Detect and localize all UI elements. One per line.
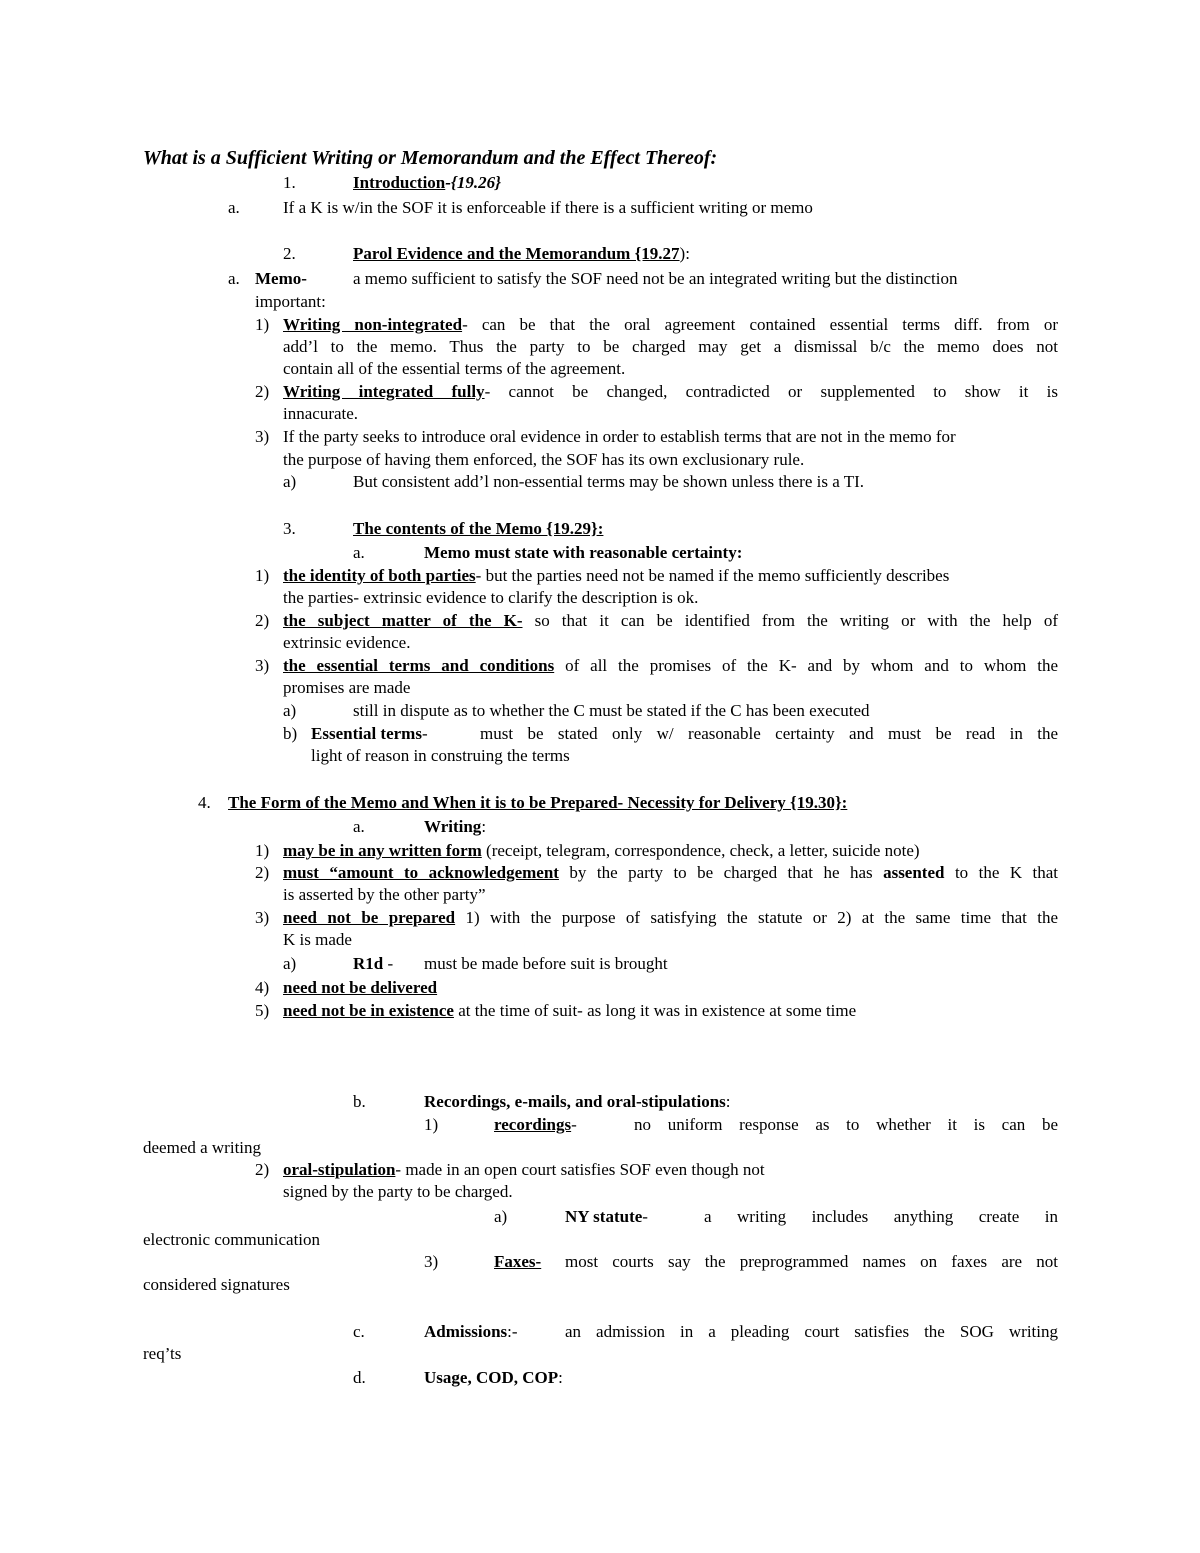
s3-item-3a-marker: a) <box>283 701 297 720</box>
b-item-2-line-2: signed by the party to be charged. <box>283 1182 513 1201</box>
s3-item-3-marker: 3) <box>255 656 270 675</box>
section-4-c-heading: Admissions:- <box>424 1322 518 1341</box>
s4-item-3-line-2: K is made <box>283 930 352 949</box>
s4-item-2-line-1: must “amount to acknowledgement by the party to be charged that he has assented to the K that <box>283 863 1059 882</box>
section-4-a-heading: Writing: <box>424 817 487 836</box>
section-2-heading: Parol Evidence and the Memorandum {19.27): <box>353 244 690 263</box>
s3-item-2-line-2: extrinsic evidence. <box>283 633 411 652</box>
b-item-2-marker: 2) <box>255 1160 270 1179</box>
b-item-3-line-1: most courts say the preprogrammed names on faxes are not <box>565 1252 1058 1271</box>
section-3-number: 3. <box>283 519 296 538</box>
s3-item-2-line-1: the subject matter of the K- so that it can be identified from the writing or with the help of <box>283 611 1059 630</box>
s3-item-2-marker: 2) <box>255 611 270 630</box>
section-4-a-marker: a. <box>353 817 365 836</box>
s4-item-2-line-2: is asserted by the other party” <box>283 885 486 904</box>
s3-item-1-line-2: the parties- extrinsic evidence to clarify the description is ok. <box>283 588 699 607</box>
s3-item-3b-label: Essential terms- <box>311 724 428 743</box>
section-2-number: 2. <box>283 244 296 263</box>
s2-item-3-line-2: the purpose of having them enforced, the SOF has its own exclusionary rule. <box>283 450 805 469</box>
section-1-a-marker: a. <box>228 198 240 217</box>
s3-item-3-line-1: the essential terms and conditions of all the promises of the K- and by whom and to whom the <box>283 656 1058 675</box>
b-item-3-label: Faxes- <box>494 1252 542 1271</box>
s2-item-3a-text: But consistent add’l non-essential terms may be shown unless there is a TI. <box>353 472 865 491</box>
s4-item-3a-label: R1d - <box>353 954 394 973</box>
s4-item-3-marker: 3) <box>255 908 270 927</box>
section-4-c-line-1: an admission in a pleading court satisfies the SOG writing <box>565 1322 1058 1341</box>
s2-item-1-line-1: Writing non-integrated- can be that the oral agreement contained essential terms diff. from or <box>283 315 1059 334</box>
section-1-heading: Introduction-{19.26} <box>353 173 502 192</box>
s3-item-1-line-1: the identity of both parties- but the parties need not be named if the memo sufficiently describes <box>283 566 950 585</box>
s3-item-1-marker: 1) <box>255 566 270 585</box>
b-item-1-marker: 1) <box>424 1115 439 1134</box>
s2-item-2-line-2: innacurate. <box>283 404 359 423</box>
s4-item-4-marker: 4) <box>255 978 270 997</box>
b-item-2-line-1: oral-stipulation- made in an open court satisfies SOF even though not <box>283 1160 765 1179</box>
section-4-heading: The Form of the Memo and When it is to be Prepared- Necessity for Delivery {19.30}: <box>228 793 848 812</box>
section-4-b-heading: Recordings, e-mails, and oral-stipulations: <box>424 1092 731 1111</box>
b-item-1-label: recordings- <box>494 1115 577 1134</box>
s2-item-2-marker: 2) <box>255 382 270 401</box>
section-4-c-line-2: req’ts <box>143 1344 182 1363</box>
section-4-d-marker: d. <box>353 1368 366 1387</box>
section-3-heading: The contents of the Memo {19.29}: <box>353 519 604 538</box>
b-item-1-line-1: no uniform response as to whether it is can be <box>634 1115 1058 1134</box>
memo-text-line-1: a memo sufficient to satisfy the SOF need not be an integrated writing but the distinction <box>353 269 958 288</box>
s3-item-3b-line-2: light of reason in construing the terms <box>311 746 570 765</box>
page-title: What is a Sufficient Writing or Memorandum and the Effect Thereof: <box>143 147 718 169</box>
b-item-1-line-2: deemed a writing <box>143 1138 262 1157</box>
b-item-3-line-2: considered signatures <box>143 1275 290 1294</box>
b-item-2a-line-1: a writing includes anything create in <box>704 1207 1058 1226</box>
s4-item-3-line-1: need not be prepared 1) with the purpose of satisfying the statute or 2) at the same time that the <box>283 908 1059 927</box>
b-item-3-marker: 3) <box>424 1252 439 1271</box>
s2-item-1-marker: 1) <box>255 315 270 334</box>
s2-item-1-line-3: contain all of the essential terms of the agreement. <box>283 359 626 378</box>
section-4-b-marker: b. <box>353 1092 366 1111</box>
s2-item-3-marker: 3) <box>255 427 270 446</box>
s4-item-1-marker: 1) <box>255 841 270 860</box>
s2-item-3a-marker: a) <box>283 472 297 491</box>
section-3-a-marker: a. <box>353 543 365 562</box>
s3-item-3a-text: still in dispute as to whether the C must be stated if the C has been executed <box>353 701 870 720</box>
s4-item-1-text: may be in any written form (receipt, telegram, correspondence, check, a letter, suicide note) <box>283 841 920 860</box>
s4-item-5-marker: 5) <box>255 1001 270 1020</box>
s3-item-3b-marker: b) <box>283 724 298 743</box>
s4-item-2-marker: 2) <box>255 863 270 882</box>
section-3-a-heading: Memo must state with reasonable certainty: <box>424 543 743 562</box>
memo-label: Memo- <box>255 269 307 288</box>
section-1-a-text: If a K is w/in the SOF it is enforceable if there is a sufficient writing or memo <box>283 198 813 217</box>
section-4-number: 4. <box>198 793 211 812</box>
b-item-2a-line-2: electronic communication <box>143 1230 321 1249</box>
s2-item-1-line-2: add’l to the memo. Thus the party to be charged may get a dismissal b/c the memo does not <box>283 337 1058 356</box>
memo-text-line-2: important: <box>255 292 326 311</box>
s3-item-3b-line-1: must be stated only w/ reasonable certainty and must be read in the <box>480 724 1058 743</box>
section-2-a-marker: a. <box>228 269 240 288</box>
s2-item-3-line-1: If the party seeks to introduce oral evidence in order to establish terms that are not in the memo for <box>283 427 956 446</box>
b-item-2a-marker: a) <box>494 1207 508 1226</box>
section-4-d-heading: Usage, COD, COP: <box>424 1368 563 1387</box>
s4-item-3a-marker: a) <box>283 954 297 973</box>
b-item-2a-label: NY statute- <box>565 1207 648 1226</box>
section-4-c-marker: c. <box>353 1322 365 1341</box>
s2-item-2-line-1: Writing integrated fully- cannot be changed, contradicted or supplemented to show it is <box>283 382 1058 401</box>
section-1-number: 1. <box>283 173 296 192</box>
s4-item-4-text: need not be delivered <box>283 978 438 997</box>
s3-item-3-line-2: promises are made <box>283 678 411 697</box>
s4-item-3a-text: must be made before suit is brought <box>424 954 668 973</box>
s4-item-5-text: need not be in existence at the time of suit- as long it was in existence at some time <box>283 1001 857 1020</box>
